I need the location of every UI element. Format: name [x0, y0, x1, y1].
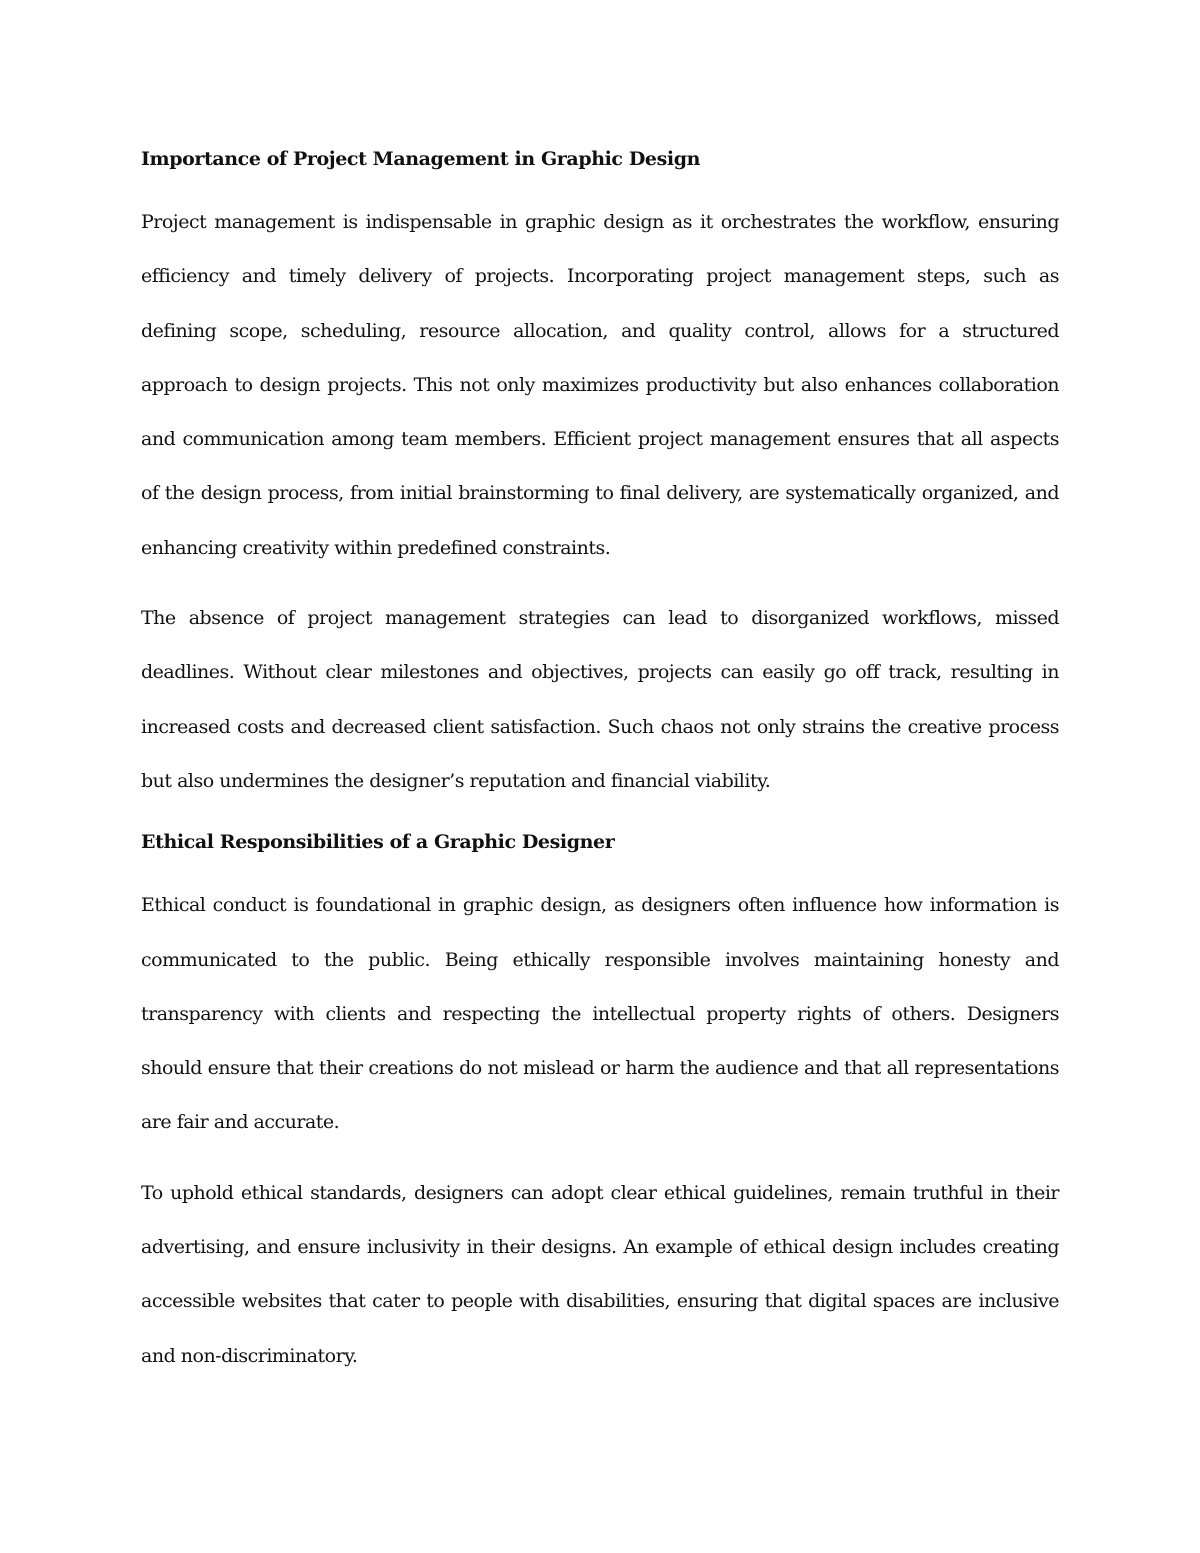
section-project-management [141, 141, 1059, 808]
section-heading: Importance of Project Management in Graphic Design [141, 148, 700, 170]
paragraph: To uphold ethical standards, designers can adopt clear ethical guidelines, remain truthful in their advertising, and ensure inclusivity in their designs. An example of ethical design includes creating accessible websites that cater to people with disabilities, ensuring that digital spaces are inclusive and non-discriminatory. [141, 1181, 1059, 1367]
paragraph: The absence of project management strategies can lead to disorganized workflows, missed deadlines. Without clear milestones and objectives, projects can easily go off track, resulting in increased costs and decreased client satisfaction. Such chaos not only strains the creative process but also undermines the designer’s reputation and financial viability. [141, 607, 1059, 792]
document-body [141, 141, 1059, 1383]
section-heading: Ethical Responsibilities of a Graphic Designer [141, 831, 615, 854]
paragraph: Ethical conduct is foundational in graphic design, as designers often influence how information is communicated to the public. Being ethically responsible involves maintaining honesty and transparency with clients and respecting the intellectual property rights of others. Designers should ensure that their creations do not mislead or harm the audience and that all representations are fair and accurate. [141, 894, 1059, 1134]
section-ethical-responsibilities [141, 824, 1059, 1383]
paragraph: Project management is indispensable in graphic design as it orchestrates the workflow, ensuring efficiency and timely delivery of projects. Incorporating project management steps, such as defining scope, scheduling, resource allocation, and quality control, allows for a structured approach to design projects. This not only maximizes productivity but also enhances collaboration and communication among team members. Efficient project management ensures that all aspects of the design process, from initial brainstorming to final delivery, are systematically organized, and enhancing creativity within predefined constraints. [141, 211, 1059, 559]
